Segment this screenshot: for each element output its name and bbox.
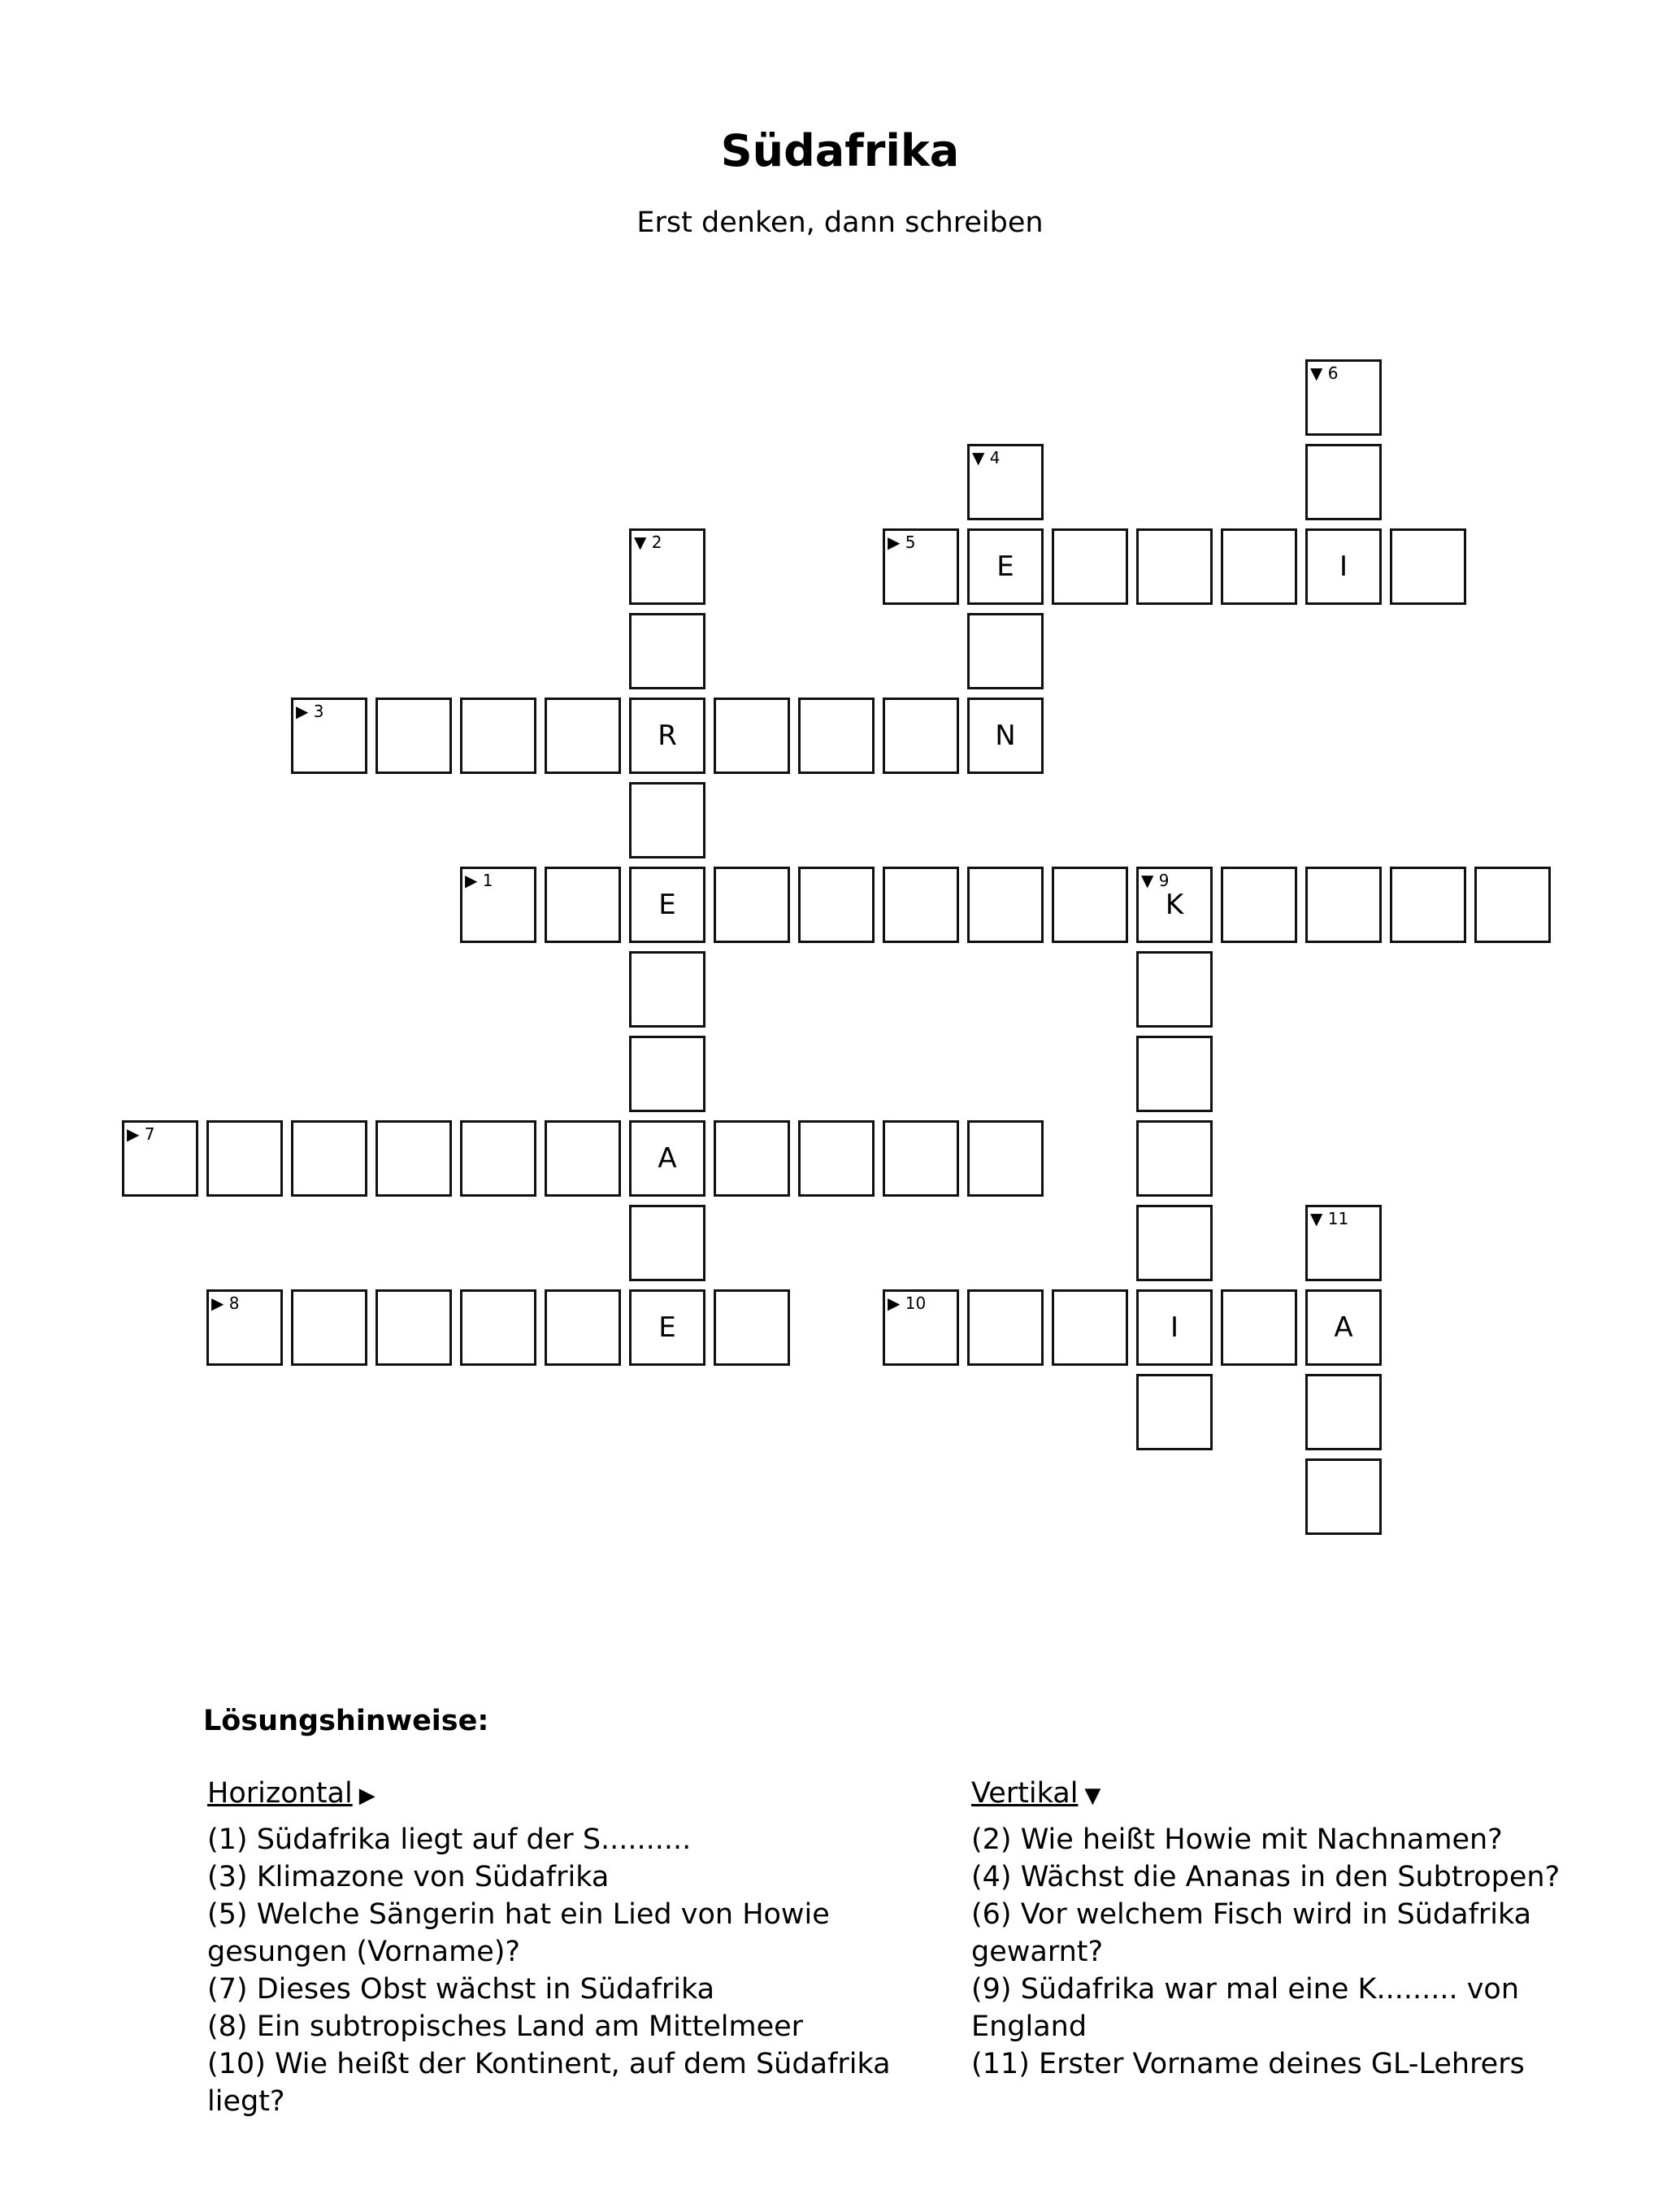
cell-letter xyxy=(1223,869,1295,941)
crossword-cell[interactable] xyxy=(376,698,452,774)
crossword-cell[interactable] xyxy=(1221,1289,1297,1366)
hints-title: Lösungshinweise: xyxy=(203,1705,489,1737)
cell-letter: I xyxy=(1170,1311,1179,1344)
crossword-cell[interactable] xyxy=(545,698,621,774)
cell-letter xyxy=(1139,1376,1210,1448)
cell-letter xyxy=(632,615,703,687)
cell-letter xyxy=(462,869,534,941)
crossword-cell[interactable] xyxy=(629,1289,705,1366)
clue-across-10: (10) Wie heißt der Kontinent, auf dem Südafrika liegt? xyxy=(207,2048,891,2118)
arrow-down-icon: ▼ xyxy=(1084,1784,1101,1808)
cell-letter xyxy=(885,1123,957,1194)
cell-letter xyxy=(124,1123,196,1194)
crossword-cell-5[interactable] xyxy=(883,528,959,605)
crossword-cell-9[interactable] xyxy=(1136,867,1213,943)
crossword-cell[interactable] xyxy=(1136,1289,1213,1366)
clue-across-7: (7) Dieses Obst wächst in Südafrika xyxy=(207,1973,715,2006)
cell-letter xyxy=(801,700,872,772)
cell-letter xyxy=(378,700,449,772)
crossword-cell[interactable] xyxy=(967,1289,1044,1366)
crossword-cell[interactable] xyxy=(1305,1458,1382,1535)
cell-letter xyxy=(378,1123,449,1194)
crossword-cell[interactable] xyxy=(714,1120,790,1197)
cell-letter xyxy=(1477,869,1548,941)
page-title: Südafrika xyxy=(720,125,960,176)
crossword-cell[interactable] xyxy=(629,613,705,689)
cell-letter xyxy=(970,869,1041,941)
crossword-cell-7[interactable] xyxy=(122,1120,198,1197)
cell-letter xyxy=(970,1123,1041,1194)
crossword-cell[interactable] xyxy=(1305,1374,1382,1450)
crossword-cell[interactable] xyxy=(629,867,705,943)
cell-letter xyxy=(1139,1123,1210,1194)
crossword-cell[interactable] xyxy=(798,1120,875,1197)
horizontal-clues xyxy=(207,1775,906,2120)
crossword-cell-4[interactable] xyxy=(967,444,1044,520)
cell-letter xyxy=(1308,362,1379,433)
clue-number: ▶ 5 xyxy=(888,532,916,552)
arrow-right-icon: ▶ xyxy=(358,1784,376,1808)
crossword-cell[interactable] xyxy=(1052,528,1128,605)
crossword-cell-11[interactable] xyxy=(1305,1205,1382,1281)
cell-letter xyxy=(1308,1207,1379,1279)
cell-letter xyxy=(1223,1292,1295,1363)
cell-letter: E xyxy=(996,550,1014,583)
cell-letter xyxy=(716,700,788,772)
crossword-cell[interactable] xyxy=(1136,1120,1213,1197)
crossword-cell-8[interactable] xyxy=(206,1289,283,1366)
cell-letter xyxy=(1139,1038,1210,1110)
cell-letter: E xyxy=(658,889,676,921)
clue-number: ▼ 4 xyxy=(972,448,1001,467)
cell-letter xyxy=(801,869,872,941)
cell-letter xyxy=(970,1292,1041,1363)
cell-letter xyxy=(1308,869,1379,941)
crossword-cell[interactable] xyxy=(714,1289,790,1366)
crossword-cell[interactable] xyxy=(629,1036,705,1112)
crossword-cell-3[interactable] xyxy=(291,698,367,774)
cell-letter xyxy=(462,700,534,772)
crossword-cell[interactable] xyxy=(545,1120,621,1197)
cell-letter xyxy=(1308,1461,1379,1532)
clue-across-1: (1) Südafrika liegt auf der S.......... xyxy=(207,1823,692,1856)
cell-letter: N xyxy=(995,719,1016,752)
crossword-cell[interactable] xyxy=(545,867,621,943)
horizontal-heading: Horizontal ▶ xyxy=(207,1775,906,1815)
crossword-cell[interactable] xyxy=(1052,1289,1128,1366)
cell-letter xyxy=(293,1292,365,1363)
cell-letter xyxy=(1308,446,1379,518)
cell-letter xyxy=(547,869,619,941)
crossword-cell[interactable] xyxy=(967,867,1044,943)
cell-letter xyxy=(547,700,619,772)
clue-number: ▼ 2 xyxy=(634,532,662,552)
crossword-cell[interactable] xyxy=(629,951,705,1028)
crossword-cell[interactable] xyxy=(376,1289,452,1366)
crossword-cell[interactable] xyxy=(460,1289,536,1366)
crossword-cell[interactable] xyxy=(883,867,959,943)
crossword-cell[interactable] xyxy=(1052,867,1128,943)
crossword-cell[interactable] xyxy=(1136,528,1213,605)
cell-letter: I xyxy=(1339,550,1348,583)
crossword-cell[interactable] xyxy=(1305,1289,1382,1366)
crossword-cell[interactable] xyxy=(1136,1374,1213,1450)
vertical-clues xyxy=(971,1775,1621,2083)
cell-letter xyxy=(1308,1376,1379,1448)
crossword-cell[interactable] xyxy=(629,1205,705,1281)
crossword-cell[interactable] xyxy=(1136,1036,1213,1112)
cell-letter: E xyxy=(658,1311,676,1344)
crossword-cell-10[interactable] xyxy=(883,1289,959,1366)
crossword-cell[interactable] xyxy=(629,1120,705,1197)
cell-letter xyxy=(1139,531,1210,602)
cell-letter xyxy=(970,615,1041,687)
cell-letter xyxy=(1392,869,1464,941)
cell-letter xyxy=(1054,531,1126,602)
cell-letter xyxy=(1392,531,1464,602)
crossword-cell[interactable] xyxy=(967,698,1044,774)
clue-number: ▶ 3 xyxy=(296,702,324,721)
vertical-heading: Vertikal ▼ xyxy=(971,1775,1621,1815)
cell-letter xyxy=(632,954,703,1025)
cell-letter xyxy=(462,1123,534,1194)
crossword-cell[interactable] xyxy=(883,1120,959,1197)
crossword-cell[interactable] xyxy=(291,1289,367,1366)
crossword-cell[interactable] xyxy=(1390,867,1466,943)
crossword-cell[interactable] xyxy=(1136,951,1213,1028)
crossword-cell[interactable] xyxy=(206,1120,283,1197)
crossword-cell[interactable] xyxy=(967,1120,1044,1197)
crossword-cell[interactable] xyxy=(460,698,536,774)
clue-number: ▶ 8 xyxy=(211,1293,240,1313)
crossword-cell[interactable] xyxy=(291,1120,367,1197)
cell-letter xyxy=(632,531,703,602)
clue-number: ▶ 7 xyxy=(127,1124,155,1144)
crossword-cell[interactable] xyxy=(1305,528,1382,605)
cell-letter xyxy=(885,1292,957,1363)
crossword-cell[interactable] xyxy=(714,867,790,943)
cell-letter xyxy=(1139,1207,1210,1279)
crossword-cell[interactable] xyxy=(1136,1205,1213,1281)
cell-letter: R xyxy=(658,719,677,752)
clue-down-4: (4) Wächst die Ananas in den Subtropen? xyxy=(971,1861,1561,1893)
crossword-cell[interactable] xyxy=(1390,528,1466,605)
cell-letter xyxy=(293,1123,365,1194)
crossword-cell[interactable] xyxy=(545,1289,621,1366)
clue-number: ▼ 9 xyxy=(1141,871,1170,890)
crossword-cell[interactable] xyxy=(798,698,875,774)
crossword-cell[interactable] xyxy=(629,698,705,774)
cell-letter xyxy=(378,1292,449,1363)
clue-across-5: (5) Welche Sängerin hat ein Lied von Howie gesungen (Vorname)? xyxy=(207,1898,830,1968)
cell-letter xyxy=(632,1038,703,1110)
cell-letter xyxy=(970,446,1041,518)
cell-letter xyxy=(209,1292,280,1363)
clue-across-8: (8) Ein subtropisches Land am Mittelmeer xyxy=(207,2010,804,2043)
crossword-cell[interactable] xyxy=(798,867,875,943)
crossword-cell[interactable] xyxy=(967,528,1044,605)
cell-letter xyxy=(1139,954,1210,1025)
crossword-cell[interactable] xyxy=(967,613,1044,689)
crossword-cell[interactable] xyxy=(1221,867,1297,943)
cell-letter: K xyxy=(1165,889,1184,921)
crossword-cell[interactable] xyxy=(883,698,959,774)
cell-letter xyxy=(885,869,957,941)
crossword-cell[interactable] xyxy=(460,1120,536,1197)
clue-number: ▼ 11 xyxy=(1310,1209,1349,1228)
cell-letter: A xyxy=(1334,1311,1353,1344)
cell-letter xyxy=(293,700,365,772)
clue-number: ▼ 6 xyxy=(1310,363,1339,383)
cell-letter xyxy=(1223,531,1295,602)
cell-letter xyxy=(632,1207,703,1279)
cell-letter xyxy=(885,531,957,602)
cell-letter xyxy=(1054,1292,1126,1363)
cell-letter xyxy=(632,785,703,856)
clue-number: ▶ 1 xyxy=(465,871,493,890)
crossword-cell[interactable] xyxy=(629,782,705,858)
crossword-cell[interactable] xyxy=(1305,867,1382,943)
crossword-cell[interactable] xyxy=(714,698,790,774)
clue-number: ▶ 10 xyxy=(888,1293,927,1313)
clue-down-11: (11) Erster Vorname deines GL-Lehrers xyxy=(971,2048,1525,2080)
cell-letter xyxy=(1054,869,1126,941)
crossword-cell[interactable] xyxy=(1305,444,1382,520)
clue-down-2: (2) Wie heißt Howie mit Nachnamen? xyxy=(971,1823,1503,1856)
cell-letter xyxy=(716,869,788,941)
page-subtitle: Erst denken, dann schreiben xyxy=(636,206,1044,239)
cell-letter xyxy=(885,700,957,772)
crossword-cell[interactable] xyxy=(376,1120,452,1197)
crossword-cell-2[interactable] xyxy=(629,528,705,605)
crossword-cell[interactable] xyxy=(1221,528,1297,605)
cell-letter xyxy=(716,1292,788,1363)
clue-down-9: (9) Südafrika war mal eine K......... von England xyxy=(971,1973,1520,2043)
crossword-cell-1[interactable] xyxy=(460,867,536,943)
crossword-cell[interactable] xyxy=(1474,867,1551,943)
cell-letter xyxy=(209,1123,280,1194)
clue-across-3: (3) Klimazone von Südafrika xyxy=(207,1861,610,1893)
clue-down-6: (6) Vor welchem Fisch wird in Südafrika gewarnt? xyxy=(971,1898,1532,1968)
cell-letter: A xyxy=(658,1142,677,1175)
crossword-cell-6[interactable] xyxy=(1305,359,1382,436)
cell-letter xyxy=(716,1123,788,1194)
cell-letter xyxy=(547,1292,619,1363)
cell-letter xyxy=(547,1123,619,1194)
cell-letter xyxy=(801,1123,872,1194)
cell-letter xyxy=(462,1292,534,1363)
